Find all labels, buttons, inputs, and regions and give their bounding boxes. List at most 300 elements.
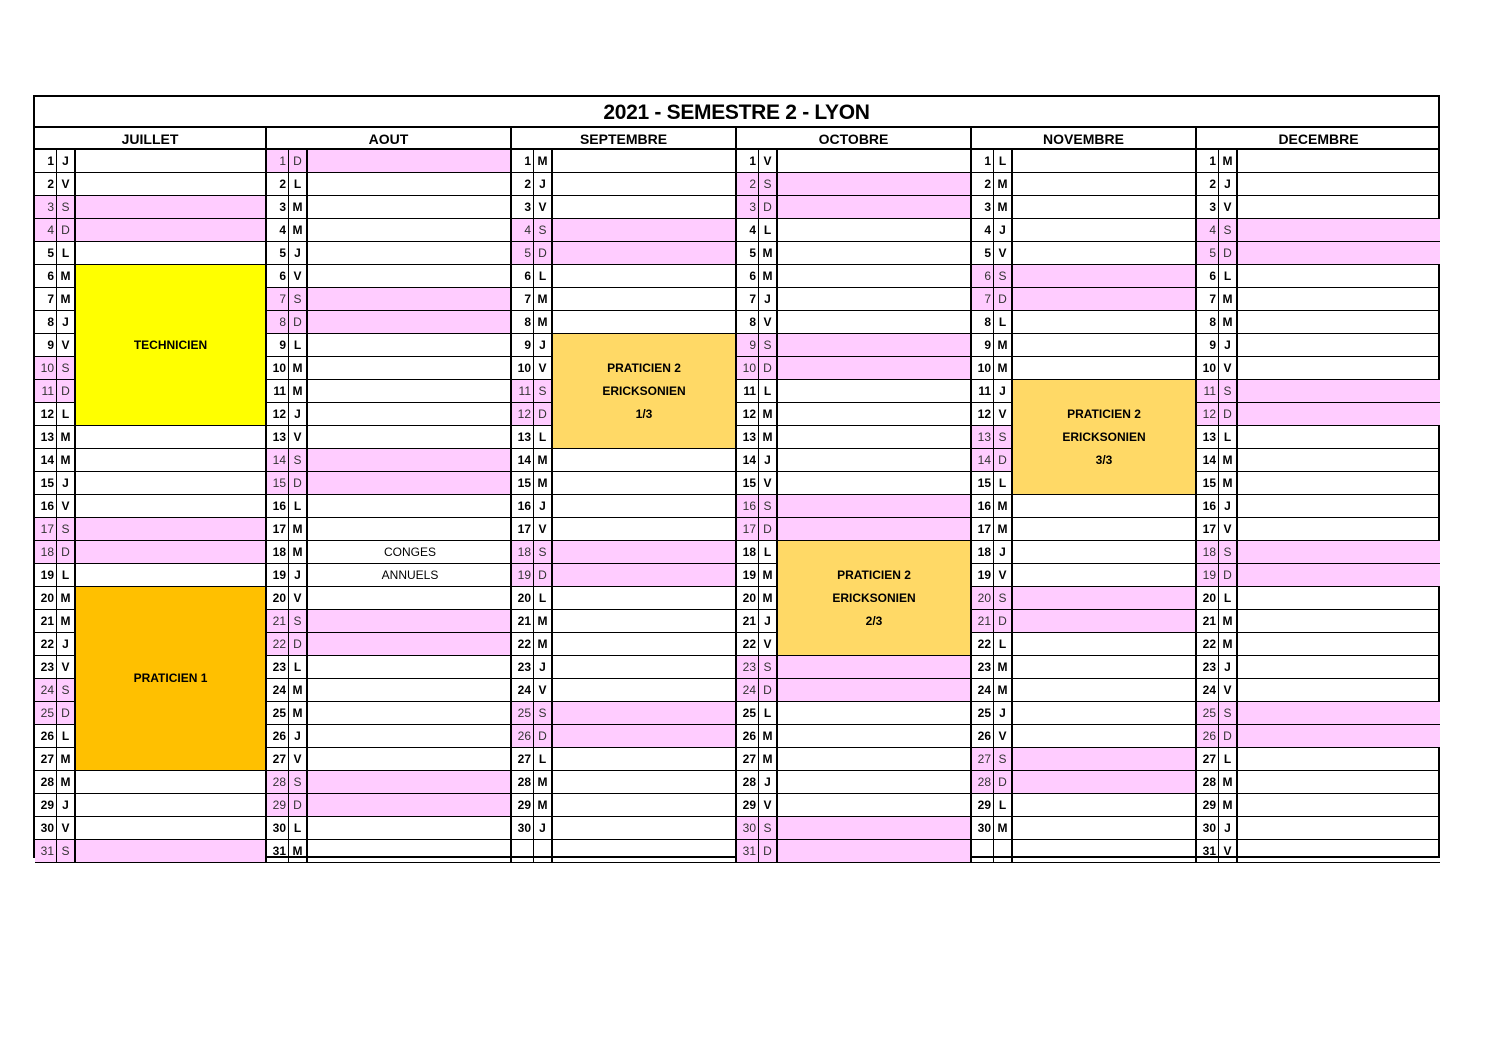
day-cell[interactable]	[1013, 334, 1197, 357]
weekday-letter: M	[759, 426, 778, 449]
weekday-letter: M	[57, 587, 76, 610]
day-cell[interactable]	[1013, 495, 1197, 518]
day-cell[interactable]	[1238, 403, 1440, 426]
day-cell[interactable]	[308, 840, 512, 863]
day-cell[interactable]	[76, 564, 267, 587]
day-cell[interactable]	[778, 472, 972, 495]
day-number: 24	[972, 679, 994, 702]
day-cell[interactable]	[778, 311, 972, 334]
day-cell[interactable]	[1238, 771, 1440, 794]
day-cell[interactable]	[1238, 219, 1440, 242]
weekday-letter: J	[534, 656, 553, 679]
day-cell[interactable]	[553, 150, 737, 173]
day-cell[interactable]	[553, 817, 737, 840]
weekday-letter: L	[1219, 265, 1238, 288]
day-number: 13	[1197, 426, 1219, 449]
day-cell[interactable]	[308, 403, 512, 426]
day-cell[interactable]	[308, 656, 512, 679]
day-cell[interactable]	[553, 633, 737, 656]
weekday-letter: D	[759, 518, 778, 541]
weekday-letter: M	[289, 380, 308, 403]
day-number: 19	[972, 564, 994, 587]
day-number: 29	[737, 794, 759, 817]
day-number: 18	[972, 541, 994, 564]
day-number: 13	[512, 426, 534, 449]
day-cell[interactable]	[1013, 748, 1197, 771]
day-cell[interactable]	[308, 771, 512, 794]
day-cell[interactable]	[1238, 518, 1440, 541]
day-cell[interactable]	[76, 794, 267, 817]
day-cell[interactable]	[76, 472, 267, 495]
day-cell[interactable]	[778, 449, 972, 472]
day-number: 15	[35, 472, 57, 495]
day-cell[interactable]	[778, 725, 972, 748]
day-number: 30	[267, 817, 289, 840]
day-number: 15	[737, 472, 759, 495]
weekday-letter: L	[57, 403, 76, 426]
day-cell[interactable]	[1238, 472, 1440, 495]
day-cell[interactable]	[1238, 656, 1440, 679]
day-cell[interactable]	[76, 426, 267, 449]
day-cell[interactable]	[1238, 449, 1440, 472]
day-cell[interactable]	[553, 771, 737, 794]
day-cell[interactable]	[778, 748, 972, 771]
day-cell[interactable]	[778, 265, 972, 288]
day-cell[interactable]	[1013, 771, 1197, 794]
day-number: 10	[267, 357, 289, 380]
day-number: 6	[512, 265, 534, 288]
weekday-letter: S	[57, 196, 76, 219]
day-cell[interactable]	[778, 150, 972, 173]
day-cell[interactable]	[76, 817, 267, 840]
day-number: 1	[35, 150, 57, 173]
day-cell[interactable]	[553, 725, 737, 748]
day-cell[interactable]	[553, 311, 737, 334]
day-cell[interactable]	[553, 794, 737, 817]
weekday-letter: V	[994, 403, 1013, 426]
day-cell[interactable]	[308, 679, 512, 702]
day-cell[interactable]	[308, 288, 512, 311]
day-number: 9	[267, 334, 289, 357]
weekday-letter: M	[534, 449, 553, 472]
day-cell[interactable]	[1013, 357, 1197, 380]
day-cell[interactable]	[553, 196, 737, 219]
day-cell[interactable]	[553, 702, 737, 725]
day-cell[interactable]	[76, 771, 267, 794]
day-number: 28	[972, 771, 994, 794]
day-number: 30	[35, 817, 57, 840]
weekday-letter: V	[994, 242, 1013, 265]
day-number: 15	[972, 472, 994, 495]
day-cell[interactable]	[76, 541, 267, 564]
day-cell[interactable]	[1238, 702, 1440, 725]
day-cell[interactable]	[778, 173, 972, 196]
day-cell[interactable]	[1238, 196, 1440, 219]
weekday-letter: L	[1219, 748, 1238, 771]
weekday-letter: M	[57, 449, 76, 472]
day-cell[interactable]	[308, 426, 512, 449]
day-cell[interactable]	[553, 679, 737, 702]
day-cell[interactable]	[778, 817, 972, 840]
day-cell[interactable]	[1238, 150, 1440, 173]
day-number: 25	[972, 702, 994, 725]
weekday-letter: S	[994, 426, 1013, 449]
day-number: 26	[972, 725, 994, 748]
day-cell[interactable]	[1238, 679, 1440, 702]
day-cell[interactable]	[308, 702, 512, 725]
day-cell[interactable]	[1013, 794, 1197, 817]
day-cell[interactable]	[76, 196, 267, 219]
weekday-letter: J	[534, 817, 553, 840]
day-cell[interactable]	[778, 403, 972, 426]
day-cell[interactable]	[778, 702, 972, 725]
day-cell[interactable]	[778, 518, 972, 541]
weekday-letter: M	[759, 587, 778, 610]
day-cell[interactable]	[1238, 725, 1440, 748]
weekday-letter: S	[534, 380, 553, 403]
day-cell[interactable]	[553, 265, 737, 288]
day-number: 5	[267, 242, 289, 265]
weekday-letter: L	[759, 541, 778, 564]
day-number: 4	[35, 219, 57, 242]
day-cell[interactable]	[553, 840, 737, 863]
weekday-letter: M	[994, 518, 1013, 541]
day-cell[interactable]	[1238, 311, 1440, 334]
day-number: 28	[512, 771, 534, 794]
weekday-letter: S	[289, 610, 308, 633]
event-label: PRATICIEN 2	[837, 567, 911, 582]
day-number: 7	[267, 288, 289, 311]
day-cell[interactable]	[1238, 817, 1440, 840]
month-header-juillet: JUILLET	[35, 128, 267, 150]
day-cell[interactable]	[308, 173, 512, 196]
day-cell[interactable]	[1013, 518, 1197, 541]
day-number: 2	[972, 173, 994, 196]
day-cell[interactable]	[553, 656, 737, 679]
weekday-letter: M	[1219, 150, 1238, 173]
day-cell[interactable]	[1013, 265, 1197, 288]
day-number: 11	[972, 380, 994, 403]
day-number: 12	[267, 403, 289, 426]
day-cell[interactable]	[76, 173, 267, 196]
weekday-letter: M	[57, 771, 76, 794]
weekday-letter: V	[759, 472, 778, 495]
day-number: 18	[512, 541, 534, 564]
day-cell[interactable]	[308, 610, 512, 633]
day-cell[interactable]	[308, 472, 512, 495]
day-number: 18	[35, 541, 57, 564]
weekday-letter: M	[759, 564, 778, 587]
day-cell[interactable]	[76, 518, 267, 541]
weekday-letter: L	[57, 242, 76, 265]
day-cell[interactable]	[308, 794, 512, 817]
weekday-letter: D	[289, 633, 308, 656]
day-cell[interactable]	[778, 196, 972, 219]
day-number: 16	[737, 495, 759, 518]
event-block[interactable]	[76, 587, 267, 771]
day-cell[interactable]	[553, 587, 737, 610]
day-cell[interactable]	[1013, 633, 1197, 656]
day-number: 20	[267, 587, 289, 610]
day-cell[interactable]	[308, 196, 512, 219]
day-number: 5	[35, 242, 57, 265]
day-number: 14	[972, 449, 994, 472]
day-number: 24	[737, 679, 759, 702]
day-cell[interactable]	[1238, 173, 1440, 196]
day-number: 1	[267, 150, 289, 173]
day-number: 21	[267, 610, 289, 633]
weekday-letter: M	[994, 334, 1013, 357]
day-cell[interactable]	[308, 817, 512, 840]
day-cell[interactable]	[1238, 840, 1440, 863]
day-number: 14	[35, 449, 57, 472]
day-number: 29	[35, 794, 57, 817]
day-number: 15	[267, 472, 289, 495]
day-cell[interactable]	[1013, 288, 1197, 311]
weekday-letter: S	[1219, 219, 1238, 242]
day-cell[interactable]	[778, 357, 972, 380]
day-number: 22	[512, 633, 534, 656]
day-number: 17	[512, 518, 534, 541]
day-cell[interactable]	[1238, 610, 1440, 633]
day-cell[interactable]	[1013, 840, 1197, 863]
weekday-letter: V	[534, 196, 553, 219]
day-cell[interactable]	[1013, 541, 1197, 564]
weekday-letter: V	[289, 265, 308, 288]
day-cell[interactable]	[308, 357, 512, 380]
day-cell[interactable]	[1013, 702, 1197, 725]
weekday-letter: D	[289, 472, 308, 495]
day-number: 1	[1197, 150, 1219, 173]
day-number: 14	[267, 449, 289, 472]
weekday-letter: S	[57, 840, 76, 863]
day-number: 8	[35, 311, 57, 334]
day-cell[interactable]	[553, 288, 737, 311]
day-cell[interactable]	[1238, 633, 1440, 656]
weekday-letter: M	[289, 679, 308, 702]
day-number: 3	[972, 196, 994, 219]
day-number: 27	[737, 748, 759, 771]
month-header-aout: AOUT	[267, 128, 512, 150]
day-cell[interactable]	[1238, 357, 1440, 380]
day-cell[interactable]	[1238, 541, 1440, 564]
weekday-letter: L	[57, 725, 76, 748]
day-cell[interactable]	[308, 633, 512, 656]
day-number: 15	[512, 472, 534, 495]
day-cell[interactable]	[553, 449, 737, 472]
weekday-letter: M	[534, 472, 553, 495]
day-cell[interactable]	[553, 495, 737, 518]
day-cell[interactable]	[778, 288, 972, 311]
day-number: 21	[972, 610, 994, 633]
calendar-table	[33, 95, 1440, 858]
day-number: 15	[1197, 472, 1219, 495]
day-cell[interactable]	[1013, 817, 1197, 840]
day-number: 23	[35, 656, 57, 679]
day-number: 26	[512, 725, 534, 748]
day-cell[interactable]	[1013, 173, 1197, 196]
day-cell[interactable]	[308, 587, 512, 610]
day-cell[interactable]	[553, 518, 737, 541]
day-number: 4	[737, 219, 759, 242]
weekday-letter: L	[289, 334, 308, 357]
day-number: 2	[1197, 173, 1219, 196]
weekday-letter: L	[1219, 426, 1238, 449]
day-cell[interactable]	[778, 334, 972, 357]
day-number: 28	[35, 771, 57, 794]
weekday-letter: J	[289, 403, 308, 426]
weekday-letter: S	[289, 288, 308, 311]
day-cell[interactable]	[76, 449, 267, 472]
weekday-letter: V	[534, 679, 553, 702]
day-cell[interactable]	[778, 495, 972, 518]
day-cell[interactable]	[1238, 564, 1440, 587]
annotation-text: CONGES	[383, 545, 436, 559]
day-cell[interactable]	[308, 518, 512, 541]
day-cell[interactable]	[778, 840, 972, 863]
day-number: 3	[512, 196, 534, 219]
day-cell[interactable]	[308, 150, 512, 173]
weekday-letter: D	[759, 679, 778, 702]
day-cell[interactable]	[1013, 242, 1197, 265]
day-cell[interactable]	[1238, 495, 1440, 518]
day-number: 16	[1197, 495, 1219, 518]
weekday-letter: S	[57, 679, 76, 702]
day-number: 3	[737, 196, 759, 219]
day-number: 25	[35, 702, 57, 725]
day-cell[interactable]	[778, 679, 972, 702]
day-number: 5	[737, 242, 759, 265]
day-cell[interactable]	[308, 725, 512, 748]
day-cell[interactable]	[778, 771, 972, 794]
day-cell[interactable]	[1238, 242, 1440, 265]
day-cell[interactable]	[1013, 679, 1197, 702]
day-cell[interactable]	[553, 173, 737, 196]
day-cell[interactable]	[308, 334, 512, 357]
day-cell[interactable]	[308, 449, 512, 472]
day-cell[interactable]	[308, 748, 512, 771]
day-cell[interactable]	[308, 265, 512, 288]
weekday-letter: J	[994, 380, 1013, 403]
day-cell[interactable]	[778, 656, 972, 679]
weekday-letter: D	[994, 771, 1013, 794]
weekday-letter: L	[994, 472, 1013, 495]
weekday-letter: S	[759, 495, 778, 518]
event-block[interactable]	[778, 541, 972, 656]
day-number: 26	[737, 725, 759, 748]
day-cell[interactable]	[1013, 610, 1197, 633]
day-number: 22	[1197, 633, 1219, 656]
weekday-letter: D	[289, 311, 308, 334]
day-cell[interactable]	[76, 219, 267, 242]
day-cell[interactable]	[1013, 196, 1197, 219]
day-cell[interactable]	[308, 242, 512, 265]
day-cell[interactable]	[76, 242, 267, 265]
day-cell[interactable]	[308, 380, 512, 403]
weekday-letter: S	[57, 518, 76, 541]
day-number: 14	[1197, 449, 1219, 472]
day-cell[interactable]	[1013, 725, 1197, 748]
weekday-letter: V	[57, 656, 76, 679]
day-number: 6	[35, 265, 57, 288]
weekday-letter: V	[1219, 840, 1238, 863]
day-cell[interactable]	[553, 472, 737, 495]
day-number: 26	[1197, 725, 1219, 748]
weekday-letter: J	[759, 610, 778, 633]
weekday-letter: M	[534, 288, 553, 311]
event-block[interactable]	[76, 265, 267, 426]
day-cell[interactable]	[778, 219, 972, 242]
day-cell[interactable]	[76, 840, 267, 863]
day-cell[interactable]	[553, 748, 737, 771]
weekday-letter: M	[534, 771, 553, 794]
day-number: 21	[35, 610, 57, 633]
day-cell[interactable]	[1238, 265, 1440, 288]
day-cell[interactable]	[1013, 656, 1197, 679]
day-cell[interactable]	[778, 794, 972, 817]
weekday-letter: M	[759, 265, 778, 288]
day-cell[interactable]	[1013, 219, 1197, 242]
weekday-letter: M	[57, 288, 76, 311]
day-cell[interactable]	[1013, 587, 1197, 610]
day-cell[interactable]	[308, 311, 512, 334]
day-number: 20	[512, 587, 534, 610]
day-cell[interactable]	[1238, 794, 1440, 817]
weekday-letter: L	[759, 219, 778, 242]
weekday-letter: L	[534, 748, 553, 771]
day-cell[interactable]	[553, 541, 737, 564]
day-cell[interactable]	[1238, 426, 1440, 449]
month-header-decembre: DECEMBRE	[1197, 128, 1440, 150]
day-cell[interactable]	[553, 564, 737, 587]
day-cell[interactable]	[1238, 334, 1440, 357]
day-cell[interactable]	[553, 242, 737, 265]
month-header-septembre: SEPTEMBRE	[512, 128, 737, 150]
event-block[interactable]	[1013, 380, 1197, 495]
day-number: 19	[512, 564, 534, 587]
day-cell[interactable]	[1238, 748, 1440, 771]
day-cell[interactable]	[76, 495, 267, 518]
day-cell[interactable]	[553, 610, 737, 633]
day-cell[interactable]	[76, 150, 267, 173]
annotation-text: ANNUELS	[381, 568, 439, 582]
day-cell[interactable]	[778, 380, 972, 403]
day-cell[interactable]	[1013, 311, 1197, 334]
day-number: 4	[267, 219, 289, 242]
day-cell[interactable]	[1238, 587, 1440, 610]
day-number: 11	[512, 380, 534, 403]
weekday-letter: M	[994, 679, 1013, 702]
weekday-letter: S	[994, 265, 1013, 288]
day-cell[interactable]	[308, 219, 512, 242]
day-number: 14	[737, 449, 759, 472]
day-cell[interactable]	[778, 242, 972, 265]
event-block[interactable]	[553, 334, 737, 449]
day-number: 21	[512, 610, 534, 633]
weekday-letter: M	[1219, 633, 1238, 656]
weekday-letter: M	[994, 196, 1013, 219]
weekday-letter: L	[534, 587, 553, 610]
day-cell[interactable]	[1013, 150, 1197, 173]
day-cell[interactable]	[1238, 380, 1440, 403]
day-cell[interactable]	[308, 495, 512, 518]
day-number: 19	[737, 564, 759, 587]
day-cell[interactable]	[1238, 288, 1440, 311]
day-cell[interactable]	[778, 426, 972, 449]
weekday-letter: M	[57, 748, 76, 771]
day-cell[interactable]	[1013, 564, 1197, 587]
day-cell[interactable]	[553, 219, 737, 242]
